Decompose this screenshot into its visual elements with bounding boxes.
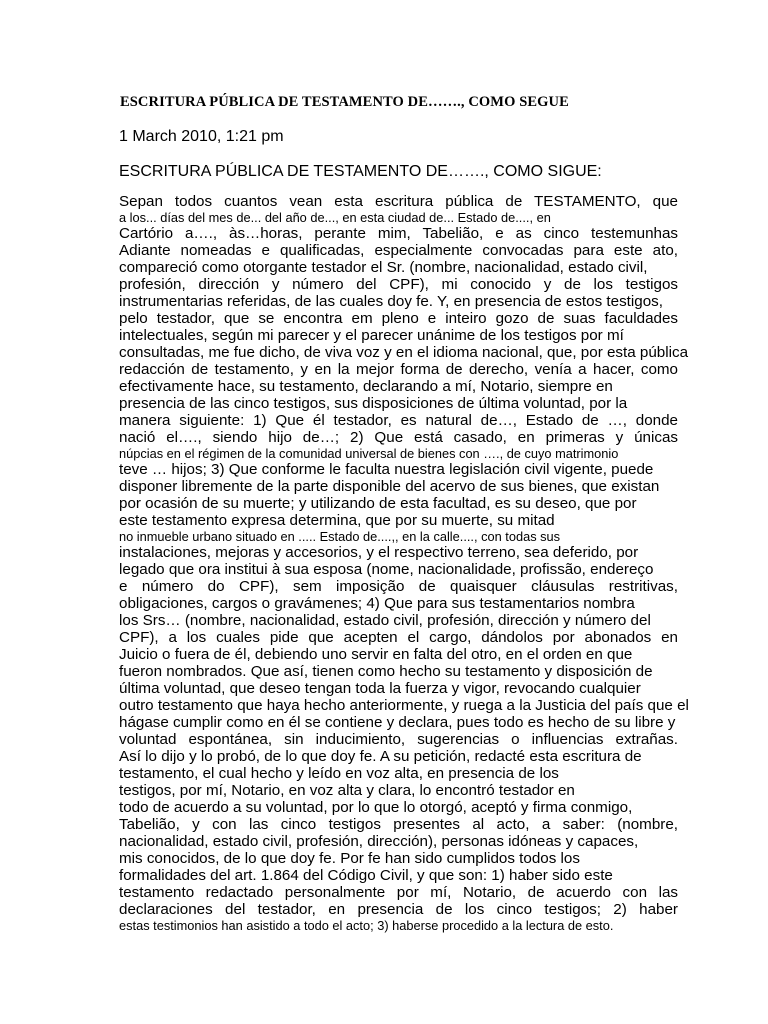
body-line: los Srs… (nombre, nacionalidad, estado civil, profesión, dirección y número del [119, 612, 651, 629]
body-line: Sepan todos cuantos vean esta escritura pública de TESTAMENTO, que [119, 193, 678, 210]
body-line: hágase cumplir como en él se contiene y declara, pues todo es hecho de su libre y [119, 714, 676, 731]
body-line: última voluntad, que deseo tengan toda la fuerza y vigor, revocando cualquier [119, 680, 641, 697]
body-line: por ocasión de su muerte; y utilizando de esta facultad, es su deseo, que por [119, 495, 637, 512]
document-date: 1 March 2010, 1:21 pm [119, 128, 284, 145]
body-line: todo de acuerdo a su voluntad, por lo que lo otorgó, aceptó y firma conmigo, [119, 799, 633, 816]
body-line: presencia de las cinco testigos, sus disposiciones de última voluntad, por la [119, 395, 628, 412]
body-line: intelectuales, según mi parecer y el parecer unánime de los testigos por mí [119, 327, 624, 344]
body-line: testamento, el cual hecho y leído en voz alta, en presencia de los [119, 765, 559, 782]
body-line: testamento redactado personalmente por mí, Notario, de acuerdo con las [119, 884, 678, 901]
body-line: Adiante nomeadas e qualificadas, especialmente convocadas para este ato, [119, 242, 678, 259]
body-line: mis conocidos, de lo que doy fe. Por fe han sido cumplidos todos los [119, 850, 580, 867]
body-line: compareció como otorgante testador el Sr. (nombre, nacionalidad, estado civil, [119, 259, 648, 276]
body-line: efectivamente hace, su testamento, declarando a mí, Notario, siempre en [119, 378, 613, 395]
body-line: Tabelião, y con las cinco testigos presentes al acto, a saber: (nombre, [119, 816, 678, 833]
body-line: nacionalidad, estado civil, profesión, dirección), personas idóneas y capaces, [119, 833, 639, 850]
body-line: no inmueble urbano situado en ..... Estado de....,, en la calle...., con todas sus [119, 529, 561, 544]
body-line: disponer libremente de la parte disponible del acervo de sus bienes, que existan [119, 478, 660, 495]
body-line: legado que ora institui à sua esposa (nome, nacionalidade, profissão, endereço [119, 561, 654, 578]
body-line: pelo testador, que se encontra em pleno e inteiro gozo de suas faculdades [119, 310, 678, 327]
body-line: manera siguiente: 1) Que él testador, es natural de…, Estado de …, donde [119, 412, 678, 429]
body-line: este testamento expresa determina, que por su muerte, su mitad [119, 512, 555, 529]
body-line: instrumentarias referidas, de las cuales doy fe. Y, en presencia de estos testigos, [119, 293, 663, 310]
body-line: formalidades del art. 1.864 del Código Civil, y que son: 1) haber sido este [119, 867, 613, 884]
document-title: ESCRITURA PÚBLICA DE TESTAMENTO DE……., COMO SEGUE [120, 94, 569, 110]
body-line: teve … hijos; 3) Que conforme le faculta nuestra legislación civil vigente, puede [119, 461, 654, 478]
body-line: CPF), a los cuales pide que acepten el cargo, dándolos por abonados en [119, 629, 678, 646]
body-line: e número do CPF), sem imposição de quaisquer cláusulas restritivas, [119, 578, 678, 595]
body-line: redacción de testamento, y en la mejor forma de derecho, venía a hacer, como [119, 361, 678, 378]
body-line: Así lo dijo y lo probó, de lo que doy fe. A su petición, redacté esta escritura de [119, 748, 642, 765]
body-line: outro testamento que haya hecho anteriormente, y ruega a la Justicia del país que el [119, 697, 689, 714]
body-line: estas testimonios han asistido a todo el acto; 3) haberse procedido a la lectura de esto. [119, 918, 614, 933]
body-line: profesión, dirección y número del CPF), mi conocido y de los testigos [119, 276, 678, 293]
body-line: Cartório a…., às…horas, perante mim, Tabelião, e as cinco testemunhas [119, 225, 678, 242]
body-line: Juicio o fuera de él, debiendo uno servir en falta del otro, en el orden en que [119, 646, 633, 663]
body-line: declaraciones del testador, en presencia de los cinco testigos; 2) haber [119, 901, 678, 918]
body-line: voluntad espontánea, sin inducimiento, sugerencias o influencias extrañas. [119, 731, 678, 748]
body-line: instalaciones, mejoras y accesorios, y el respectivo terreno, sea deferido, por [119, 544, 639, 561]
document-subtitle: ESCRITURA PÚBLICA DE TESTAMENTO DE……., COMO SIGUE: [119, 163, 602, 180]
body-line: núpcias en el régimen de la comunidad universal de bienes con …., de cuyo matrimonio [119, 446, 619, 461]
body-line: obligaciones, cargos o gravámenes; 4) Que para sus testamentarios nombra [119, 595, 635, 612]
body-line: a los... días del mes de... del año de..., en esta ciudad de... Estado de...., en [119, 210, 551, 225]
body-line: nació el…., siendo hijo de…; 2) Que está casado, en primeras y únicas [119, 429, 678, 446]
body-line: fueron nombrados. Que así, tienen como hecho su testamento y disposición de [119, 663, 653, 680]
document-body [119, 193, 689, 933]
body-line: consultadas, me fue dicho, de viva voz y en el idioma nacional, que, por esta pública [119, 344, 689, 361]
body-line: testigos, por mí, Notario, en voz alta y clara, lo encontró testador en [119, 782, 575, 799]
